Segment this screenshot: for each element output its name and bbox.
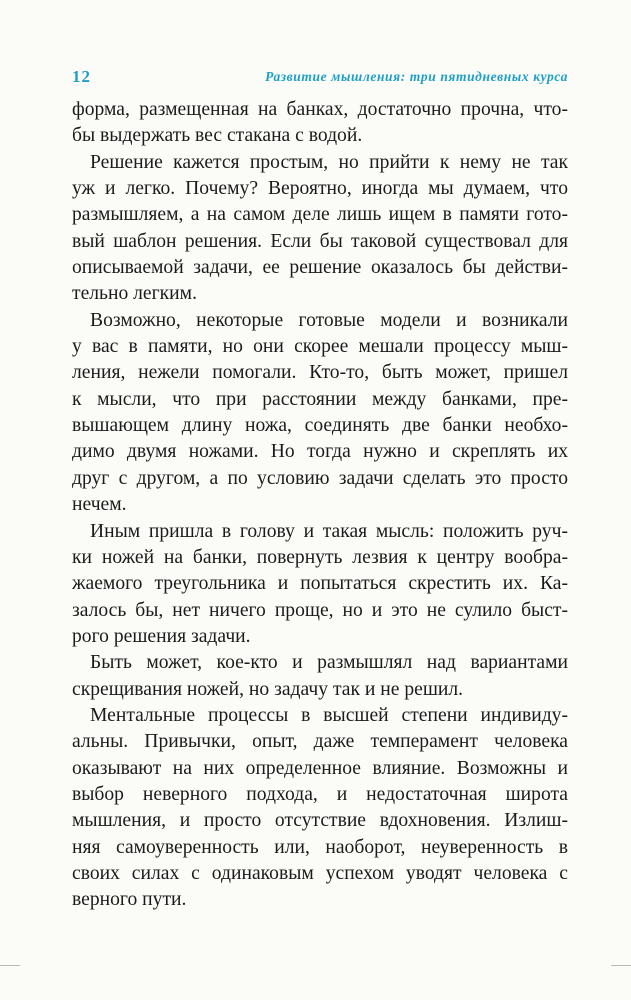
text-line: Решение кажется простым, но прийти к нему не так [90, 151, 568, 173]
text-line: залось бы, нет ничего проще, но и это не сулило быст- [72, 599, 568, 621]
text-line: выбор неверного подхода, и недостаточная широта [72, 783, 568, 805]
text-line: друг с другом, а по условию задачи сделать это просто [72, 467, 568, 489]
text-line: у вас в памяти, но они скорее мешали процессу мыш- [72, 336, 568, 358]
text-line: Иным пришла в голову и такая мысль: положить руч- [90, 520, 568, 542]
text-line: мышления, и просто отсутствие вдохновения. Излиш- [72, 810, 568, 832]
text-line: описываемой задачи, ее решение оказалось бы действи- [72, 257, 568, 279]
body-text [72, 97, 568, 914]
crop-mark-left [0, 965, 20, 966]
text-line: ления, нежели помогали. Кто-то, быть может, пришел [72, 362, 568, 384]
text-line: своих силах с одинаковым успехом уводят человека с [72, 862, 568, 884]
crop-mark-right [611, 965, 631, 966]
text-line: Ментальные процессы в высшей степени индивиду- [90, 704, 568, 726]
page-number: 12 [72, 67, 91, 86]
text-line: альны. Привычки, опыт, даже темперамент человека [72, 731, 568, 753]
text-line: рого решения задачи. [72, 625, 251, 647]
running-head [72, 66, 568, 88]
text-line: форма, размещенная на банках, достаточно прочна, что- [72, 99, 568, 120]
text-line: тельно легким. [72, 283, 197, 305]
text-line: вышающем длину ножа, соединять две банки необхо- [72, 415, 568, 437]
text-line: Возможно, некоторые готовые модели и возникали [90, 309, 568, 331]
text-line: Быть может, кое-кто и размышлял над вариантами [90, 652, 568, 674]
running-title: Развитие мышления: три пятидневных курса [265, 69, 568, 84]
text-line: оказывают на них определенное влияние. Возможны и [72, 757, 568, 779]
text-line: бы выдержать вес стакана с водой. [72, 125, 363, 147]
text-line: уж и легко. Почему? Вероятно, иногда мы думаем, что [72, 178, 568, 200]
text-line: димо двумя ножами. Но тогда нужно и скреплять их [72, 441, 568, 463]
text-line: ки ножей на банки, повернуть лезвия к центру вообра- [72, 546, 568, 568]
text-line: вый шаблон решения. Если бы таковой существовал для [72, 230, 568, 252]
text-line: верного пути. [72, 889, 187, 911]
text-line: к мысли, что при расстоянии между банками, пре- [72, 388, 568, 410]
text-line: размышляем, а на самом деле лишь ищем в памяти гото- [72, 204, 568, 226]
text-line: скрещивания ножей, но задачу так и не решил. [72, 678, 464, 700]
text-line: жаемого треугольника и попытаться скрестить их. Ка- [72, 573, 568, 595]
text-line: нечем. [72, 494, 127, 516]
text-line: няя самоуверенность или, наоборот, неуверенность в [72, 836, 568, 858]
